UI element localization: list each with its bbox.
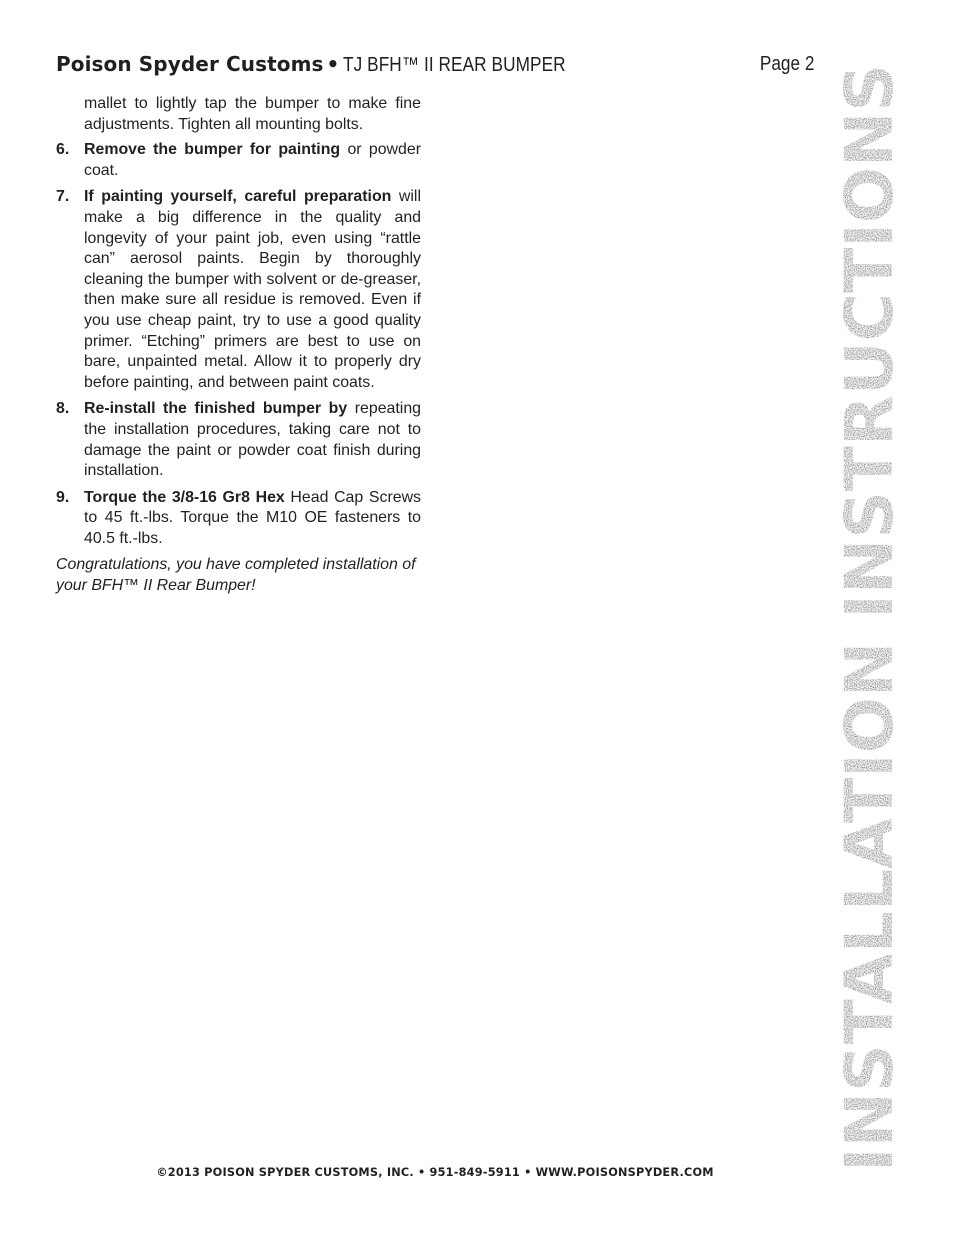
- closing-message: Congratulations, you have completed installation of your BFH™ II Rear Bumper!: [56, 556, 416, 595]
- page-number: Page 2: [759, 53, 814, 75]
- brand-name: Poison Spyder Customs: [56, 52, 324, 76]
- step-number: 8.: [56, 400, 70, 418]
- step-number: 7.: [56, 188, 70, 206]
- step-text: repeating the installation procedures, taking care not to damage the paint or powder coat finish during installation.: [84, 400, 421, 480]
- header-bullet: •: [326, 52, 340, 76]
- step-text: will make a big difference in the quality and longevity of your paint job, even using “rattle can” aerosol paints. Begin by thoroughly cleaning the bumper with solvent or de-greaser, then make sure all residue is removed. Even if you use cheap paint, try to use a good quality primer. “Etching” primers are best to use on bare, unpainted metal. Allow it to properly dry before painting, and between paint coats.: [84, 188, 421, 391]
- banner-text: INSTALLATION INSTRUCTIONS: [831, 66, 908, 1172]
- step-number: 6.: [56, 141, 70, 159]
- step-number: 9.: [56, 488, 70, 506]
- installation-instructions-banner: [831, 60, 908, 1175]
- page-header: [56, 50, 816, 80]
- step-9: [56, 488, 421, 550]
- step-7: [56, 187, 421, 393]
- step-heading: Re-install the finished bumper by: [84, 400, 348, 418]
- step-heading: If painting yourself, careful preparation: [84, 188, 392, 206]
- step-heading: Torque the 3/8-16 Gr8 Hex: [84, 488, 285, 506]
- continued-paragraph: mallet to lightly tap the bumper to make fine adjustments. Tighten all mounting bolts.: [84, 95, 421, 133]
- header-brand-line: [56, 52, 602, 77]
- step-text: or powder coat.: [84, 141, 422, 179]
- step-6: [56, 140, 421, 181]
- step-text: Head Cap Screws to 45 ft.-lbs. Torque the M10 OE fasteners to 40.5 ft.-lbs.: [84, 488, 421, 547]
- step-8: [56, 399, 421, 481]
- document-title: TJ BFH™ II REAR BUMPER: [343, 54, 567, 76]
- instruction-body: [56, 94, 421, 597]
- page-footer: ©2013 POISON SPYDER CUSTOMS, INC. • 951-849-5911 • WWW.POISONSPYDER.COM: [156, 1166, 714, 1179]
- step-heading: Remove the bumper for painting: [84, 141, 341, 159]
